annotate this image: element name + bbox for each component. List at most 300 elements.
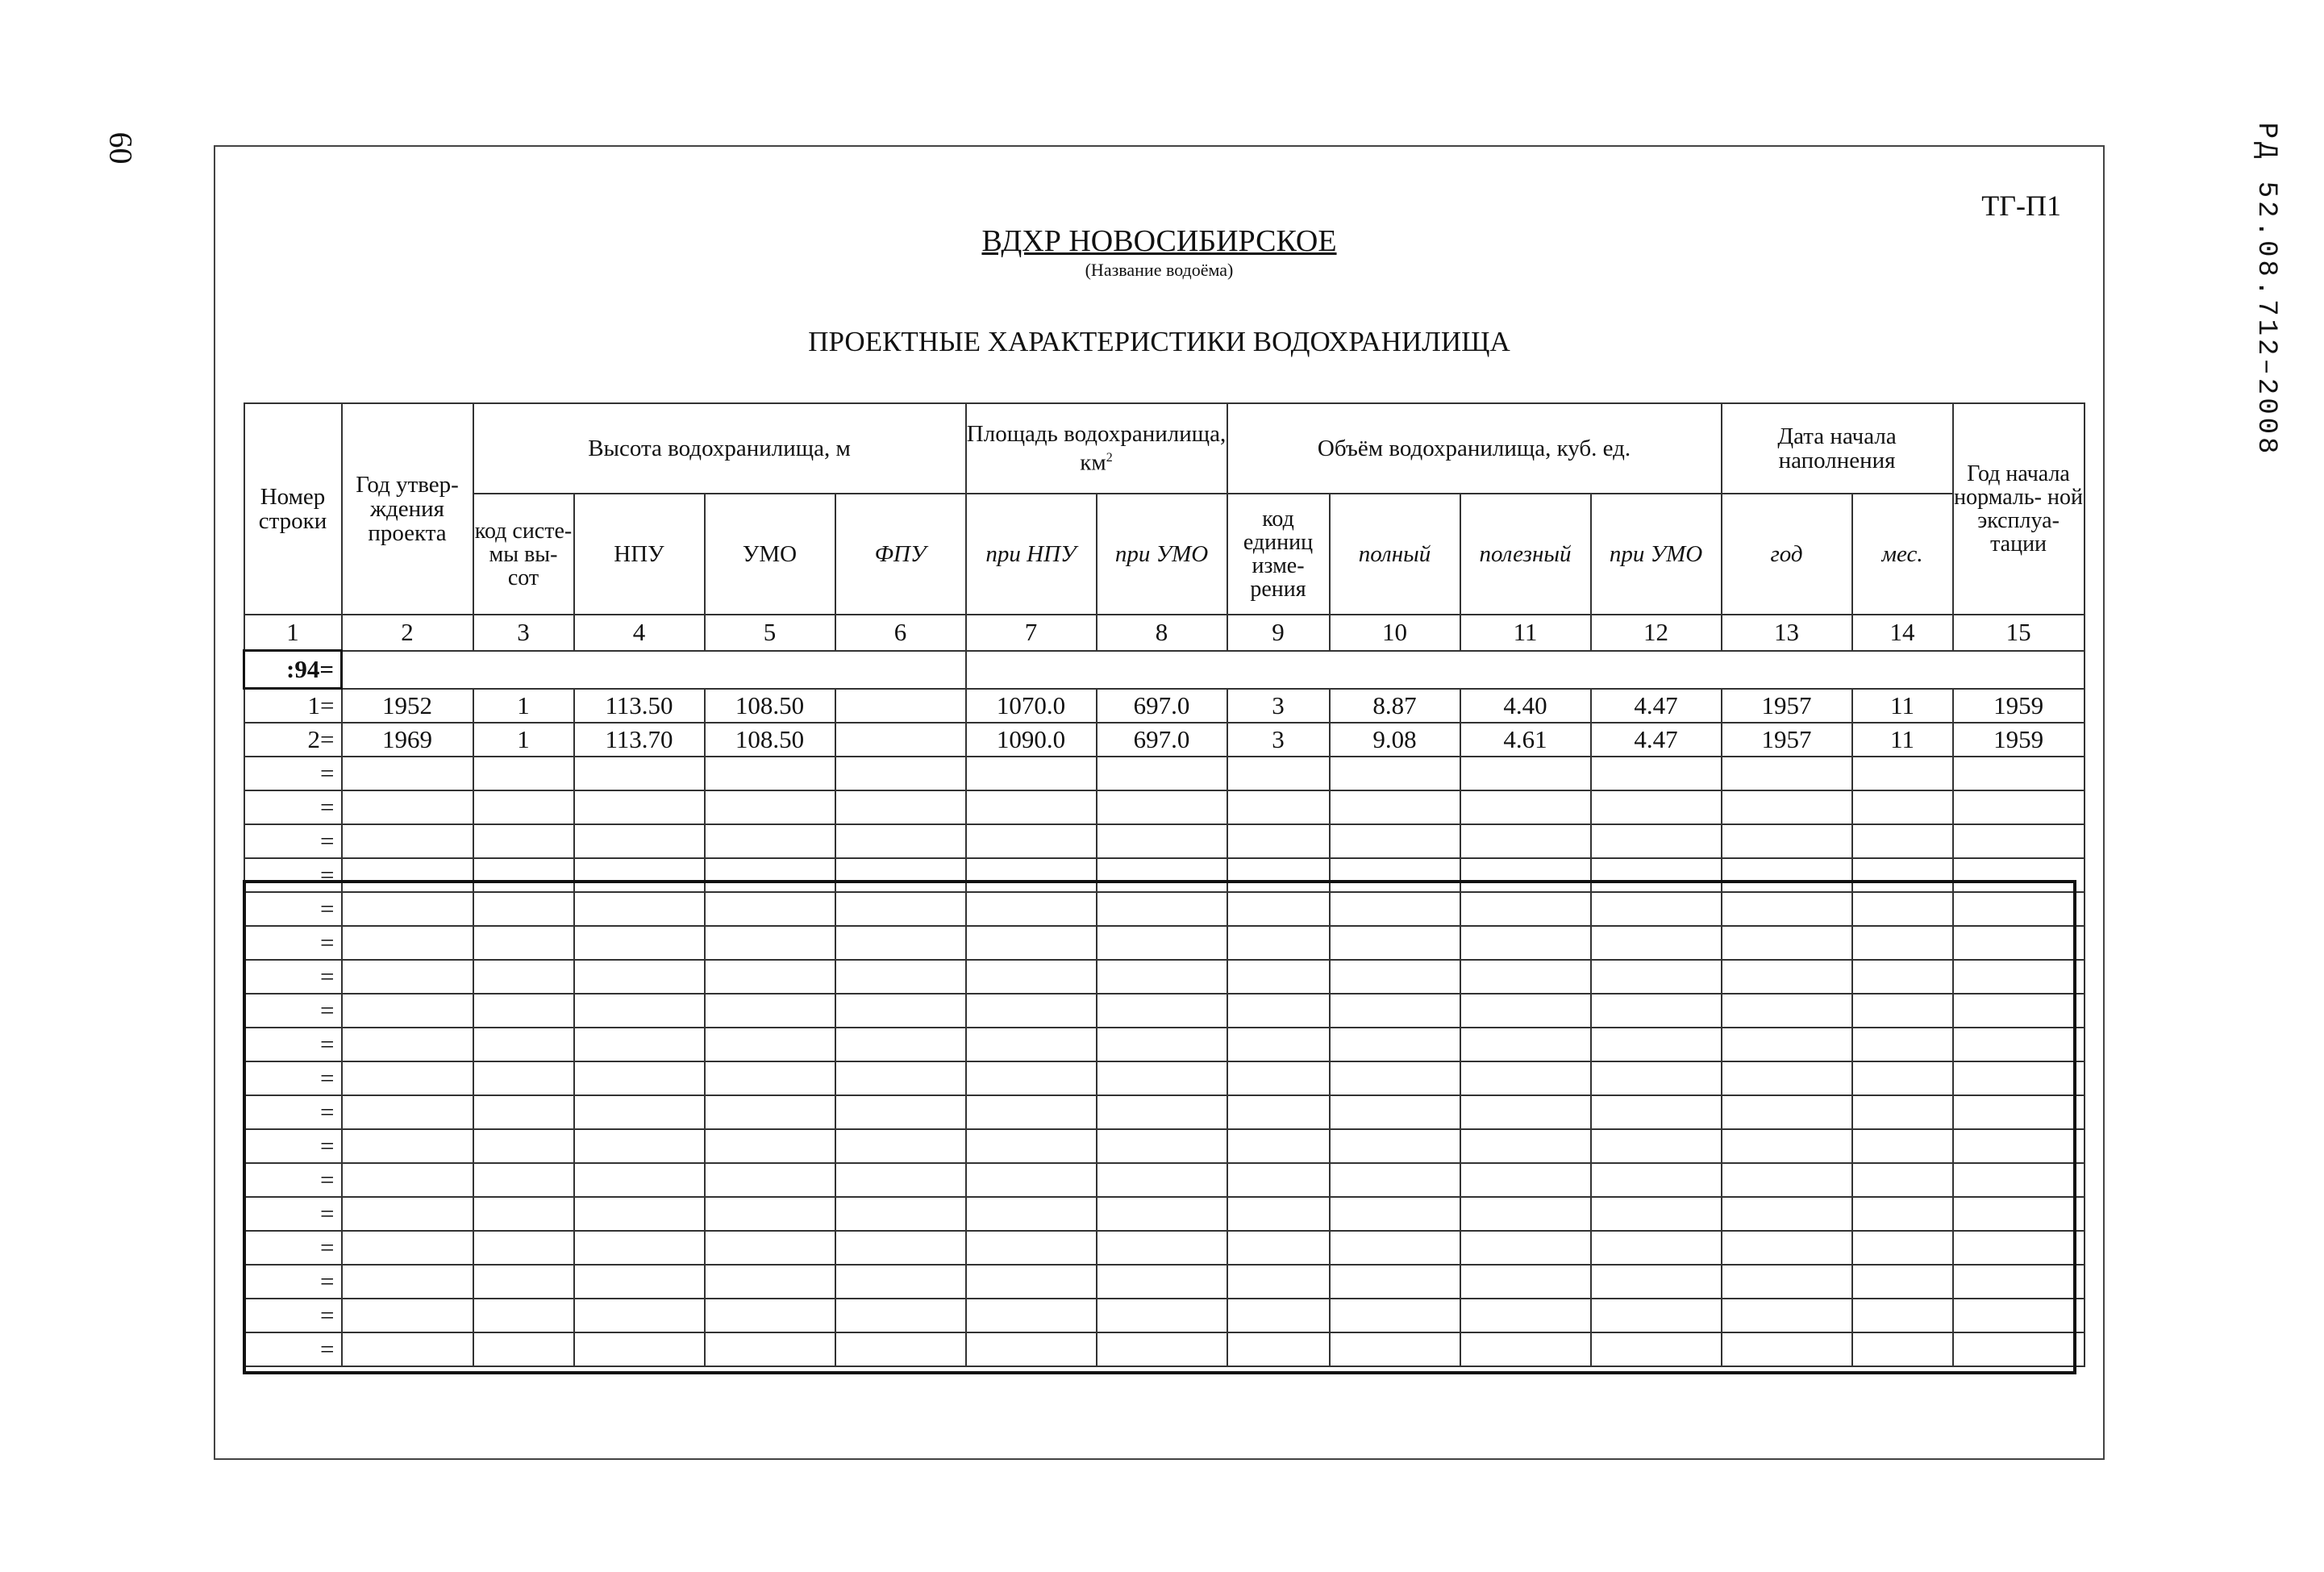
table-cell (1722, 892, 1852, 926)
table-cell (1460, 994, 1591, 1028)
table-cell (574, 1332, 705, 1366)
table-cell (342, 960, 473, 994)
table-cell (1953, 1129, 2085, 1163)
table-cell (574, 1163, 705, 1197)
row-number-cell: = (244, 960, 342, 994)
column-number: 3 (473, 615, 574, 651)
header-area-group (966, 403, 1227, 494)
table-cell (342, 757, 473, 790)
header-fpu: ФПУ (835, 494, 966, 615)
header-year-approved: Год утвер- ждения проекта (342, 403, 473, 615)
column-number-row (244, 615, 2085, 651)
table-cell: 113.70 (574, 723, 705, 757)
table-cell (1591, 1332, 1722, 1366)
column-number: 5 (705, 615, 835, 651)
table-cell (1591, 1231, 1722, 1265)
table-cell (1460, 926, 1591, 960)
table-cell (1097, 757, 1227, 790)
table-cell (835, 1061, 966, 1095)
table-cell (1227, 994, 1330, 1028)
table-cell (1852, 1163, 1953, 1197)
table-cell (966, 1197, 1097, 1231)
table-cell: 3 (1227, 723, 1330, 757)
table-cell (473, 994, 574, 1028)
table-cell: 1 (473, 723, 574, 757)
table-cell (966, 1231, 1097, 1265)
table-cell (1591, 1129, 1722, 1163)
table-row (244, 1231, 2085, 1265)
table-cell (1097, 892, 1227, 926)
table-cell (1953, 1332, 2085, 1366)
table-cell (705, 858, 835, 892)
row-number-cell: = (244, 790, 342, 824)
table-cell (342, 1265, 473, 1299)
table-cell (966, 757, 1097, 790)
table-cell (1953, 1231, 2085, 1265)
table-cell (1591, 1028, 1722, 1061)
table-cell (1097, 1095, 1227, 1129)
table-cell (966, 994, 1097, 1028)
table-cell (1330, 1197, 1460, 1231)
header-umo: УМО (705, 494, 835, 615)
table-cell (1460, 1129, 1591, 1163)
table-cell (966, 1028, 1097, 1061)
table-cell: 3 (1227, 689, 1330, 723)
table-cell (835, 960, 966, 994)
table-cell: 1959 (1953, 723, 2085, 757)
header-volume-group: Объём водохранилища, куб. ед. (1227, 403, 1722, 494)
table-cell (835, 1163, 966, 1197)
table-cell (705, 824, 835, 858)
table-cell (1852, 892, 1953, 926)
table-cell (473, 1231, 574, 1265)
row-number-cell: = (244, 892, 342, 926)
table-cell (1330, 1231, 1460, 1265)
column-number: 4 (574, 615, 705, 651)
column-number: 6 (835, 615, 966, 651)
table-cell (1852, 1332, 1953, 1366)
table-cell (966, 1265, 1097, 1299)
table-cell (1330, 1265, 1460, 1299)
table-cell (574, 1028, 705, 1061)
table-cell (1330, 926, 1460, 960)
table-cell (1097, 1163, 1227, 1197)
table-cell (1097, 1332, 1227, 1366)
table-cell (1227, 1265, 1330, 1299)
table-cell (1330, 1061, 1460, 1095)
table-cell (1852, 1095, 1953, 1129)
table-cell (1852, 1299, 1953, 1332)
table-cell (473, 1332, 574, 1366)
row-number-cell: = (244, 1095, 342, 1129)
table-cell (342, 1332, 473, 1366)
table-cell: 1952 (342, 689, 473, 723)
reservoir-caption: (Название водоёма) (1085, 260, 1234, 280)
column-number: 1 (244, 615, 342, 651)
section-label: :94= (244, 651, 342, 689)
table-row (244, 757, 2085, 790)
table-cell (966, 1299, 1097, 1332)
table-cell (1591, 757, 1722, 790)
table-cell (1953, 1265, 2085, 1299)
table-cell (1330, 994, 1460, 1028)
header-unit-code: код единиц изме- рения (1227, 494, 1330, 615)
table-cell (705, 1129, 835, 1163)
table-cell (966, 960, 1097, 994)
table-cell (966, 1095, 1097, 1129)
table-cell (1722, 1231, 1852, 1265)
table-cell (1227, 926, 1330, 960)
table-cell (1330, 858, 1460, 892)
table-cell: 1969 (342, 723, 473, 757)
table-cell (473, 1265, 574, 1299)
table-cell (1953, 824, 2085, 858)
table-cell (1722, 1299, 1852, 1332)
table-cell (1722, 960, 1852, 994)
table-row (244, 824, 2085, 858)
table-cell (1097, 1028, 1227, 1061)
header-area-label: Площадь водохранилища, км (966, 421, 1227, 476)
row-number-cell: = (244, 824, 342, 858)
table-cell (1330, 790, 1460, 824)
table-cell (473, 1095, 574, 1129)
table-cell: 697.0 (1097, 723, 1227, 757)
table-cell (705, 1299, 835, 1332)
column-number: 15 (1953, 615, 2085, 651)
table-cell (473, 1163, 574, 1197)
row-number-cell: = (244, 1197, 342, 1231)
table-cell (473, 1197, 574, 1231)
table-cell (1330, 757, 1460, 790)
table-cell (574, 892, 705, 926)
table-cell (835, 1028, 966, 1061)
table-cell (835, 1129, 966, 1163)
table-cell (1227, 1197, 1330, 1231)
table-cell: 108.50 (705, 723, 835, 757)
table-cell (1227, 1163, 1330, 1197)
table-cell (1097, 926, 1227, 960)
table-cell (1097, 1129, 1227, 1163)
table-row (244, 689, 2085, 723)
table-cell (1591, 790, 1722, 824)
table-cell: 8.87 (1330, 689, 1460, 723)
table-cell (1953, 960, 2085, 994)
table-cell (835, 757, 966, 790)
header-height-group: Высота водохранилища, м (473, 403, 966, 494)
table-cell (1460, 1028, 1591, 1061)
table-cell (1330, 1095, 1460, 1129)
table-cell: 697.0 (1097, 689, 1227, 723)
table-cell (574, 926, 705, 960)
table-cell (1591, 858, 1722, 892)
table-cell (1953, 1028, 2085, 1061)
row-number-cell: = (244, 1231, 342, 1265)
characteristics-table-wrap (243, 402, 2083, 1375)
table-cell (574, 1129, 705, 1163)
header-volume-umo: при УМО (1591, 494, 1722, 615)
table-cell (1460, 1095, 1591, 1129)
table-cell (1722, 757, 1852, 790)
header-fill-year: год (1722, 494, 1852, 615)
table-cell: 108.50 (705, 689, 835, 723)
column-number: 12 (1591, 615, 1722, 651)
table-cell (705, 1265, 835, 1299)
table-cell (1460, 858, 1591, 892)
header-fill-group: Дата начала наполнения (1722, 403, 1953, 494)
row-number-cell: = (244, 1332, 342, 1366)
table-cell (1591, 960, 1722, 994)
section-row (244, 651, 2085, 689)
row-number-cell: = (244, 757, 342, 790)
table-cell (1722, 1129, 1852, 1163)
table-cell: 9.08 (1330, 723, 1460, 757)
table-cell (342, 994, 473, 1028)
table-cell (1227, 1061, 1330, 1095)
table-cell (705, 1197, 835, 1231)
table-cell (1722, 824, 1852, 858)
table-cell (1097, 1299, 1227, 1332)
data-rows (244, 689, 2085, 1367)
table-cell (342, 1095, 473, 1129)
column-number: 10 (1330, 615, 1460, 651)
table-cell (1330, 1028, 1460, 1061)
table-cell (574, 1299, 705, 1332)
table-cell (342, 1061, 473, 1095)
table-row (244, 790, 2085, 824)
table-cell: 11 (1852, 689, 1953, 723)
table-cell (574, 824, 705, 858)
table-cell (1330, 1332, 1460, 1366)
header-row-1 (244, 403, 2085, 494)
table-cell (705, 994, 835, 1028)
table-cell (966, 926, 1097, 960)
table-cell (835, 926, 966, 960)
header-volume-full: полный (1330, 494, 1460, 615)
table-cell (473, 1129, 574, 1163)
row-number-cell: = (244, 994, 342, 1028)
table-cell (1460, 892, 1591, 926)
table-cell (1852, 1265, 1953, 1299)
row-number-cell: = (244, 1163, 342, 1197)
table-cell (342, 1299, 473, 1332)
table-cell: 4.40 (1460, 689, 1591, 723)
table-cell (473, 858, 574, 892)
table-cell (574, 858, 705, 892)
table-cell (1227, 1332, 1330, 1366)
table-cell (1227, 1299, 1330, 1332)
table-cell (1852, 994, 1953, 1028)
table-cell (705, 892, 835, 926)
table-cell (1722, 1061, 1852, 1095)
table-cell (966, 892, 1097, 926)
table-cell (1227, 858, 1330, 892)
table-cell (835, 790, 966, 824)
table-cell (1722, 858, 1852, 892)
table-row (244, 858, 2085, 892)
table-cell (342, 824, 473, 858)
table-cell (1460, 960, 1591, 994)
table-row (244, 960, 2085, 994)
table-cell (705, 926, 835, 960)
table-cell (1852, 1231, 1953, 1265)
table-cell: 1957 (1722, 723, 1852, 757)
table-cell (342, 1028, 473, 1061)
table-cell (705, 1028, 835, 1061)
table-cell (473, 1061, 574, 1095)
table-cell (1097, 824, 1227, 858)
table-cell (1460, 790, 1591, 824)
column-number: 7 (966, 615, 1097, 651)
table-cell (1460, 1197, 1591, 1231)
table-cell (705, 1231, 835, 1265)
table-cell (1097, 960, 1227, 994)
table-cell (1722, 926, 1852, 960)
table-cell: 4.47 (1591, 689, 1722, 723)
table-cell (473, 1299, 574, 1332)
table-cell (966, 1332, 1097, 1366)
table-cell (966, 858, 1097, 892)
section-cell (342, 651, 966, 689)
table-cell (1953, 994, 2085, 1028)
table-cell (1591, 1061, 1722, 1095)
table-cell (342, 926, 473, 960)
table-row (244, 1028, 2085, 1061)
header-height-code: код систе- мы вы- сот (473, 494, 574, 615)
table-cell (705, 1061, 835, 1095)
table-cell (342, 1197, 473, 1231)
table-cell (705, 1095, 835, 1129)
table-cell (1953, 1163, 2085, 1197)
table-cell (705, 1163, 835, 1197)
table-cell (574, 1197, 705, 1231)
title-block (215, 223, 2103, 281)
table-cell (835, 994, 966, 1028)
table-cell (342, 1163, 473, 1197)
table-cell (574, 757, 705, 790)
table-cell (1591, 824, 1722, 858)
table-cell (1097, 1061, 1227, 1095)
table-cell (1953, 1061, 2085, 1095)
table-cell (473, 824, 574, 858)
table-cell (1227, 824, 1330, 858)
table-cell (835, 1197, 966, 1231)
table-cell (473, 892, 574, 926)
table-cell (1591, 926, 1722, 960)
table-cell (1227, 960, 1330, 994)
table-cell (835, 723, 966, 757)
table-cell: 113.50 (574, 689, 705, 723)
table-cell (1330, 1129, 1460, 1163)
table-cell (1097, 858, 1227, 892)
section-cell (966, 651, 2085, 689)
table-cell (705, 790, 835, 824)
table-cell (1722, 790, 1852, 824)
table-cell (1227, 790, 1330, 824)
column-number: 2 (342, 615, 473, 651)
reservoir-name: ВДХР НОВОСИБИРСКОЕ (981, 224, 1337, 258)
table-cell (1591, 994, 1722, 1028)
table-cell (1460, 1061, 1591, 1095)
row-number-cell: = (244, 1028, 342, 1061)
table-cell (1097, 994, 1227, 1028)
table-cell (1722, 1028, 1852, 1061)
table-cell (1460, 1265, 1591, 1299)
header-row-2 (244, 494, 2085, 615)
table-cell: 1070.0 (966, 689, 1097, 723)
table-cell (1097, 790, 1227, 824)
header-area-npu: при НПУ (966, 494, 1097, 615)
table-cell (1852, 757, 1953, 790)
table-cell (1330, 892, 1460, 926)
table-cell (1591, 1299, 1722, 1332)
table-cell (1330, 824, 1460, 858)
table-row (244, 1197, 2085, 1231)
table-cell (1097, 1265, 1227, 1299)
table-cell (1591, 1163, 1722, 1197)
table-cell: 11 (1852, 723, 1953, 757)
table-cell (342, 892, 473, 926)
table-cell (1330, 1163, 1460, 1197)
form-code: ТГ-П1 (1981, 190, 2061, 222)
table-cell (473, 757, 574, 790)
table-cell (835, 1231, 966, 1265)
table-cell (705, 960, 835, 994)
table-cell (966, 790, 1097, 824)
table-row (244, 994, 2085, 1028)
table-cell (1330, 1299, 1460, 1332)
table-cell (1097, 1197, 1227, 1231)
row-number-cell: = (244, 858, 342, 892)
table-cell (1460, 1163, 1591, 1197)
table-cell (1722, 1332, 1852, 1366)
table-cell (1591, 1197, 1722, 1231)
table-cell (966, 824, 1097, 858)
row-number-cell: = (244, 1129, 342, 1163)
table-cell (835, 1265, 966, 1299)
table-cell (1722, 994, 1852, 1028)
table-cell (574, 1061, 705, 1095)
table-cell (1852, 926, 1953, 960)
table-row (244, 1265, 2085, 1299)
table-cell (1460, 1332, 1591, 1366)
form-heading: ПРОЕКТНЫЕ ХАРАКТЕРИСТИКИ ВОДОХРАНИЛИЩА (808, 326, 1510, 357)
table-cell (1852, 858, 1953, 892)
row-number-cell: 1= (244, 689, 342, 723)
table-cell (1330, 960, 1460, 994)
table-cell: 4.47 (1591, 723, 1722, 757)
header-volume-useful: полезный (1460, 494, 1591, 615)
page-number: 60 (102, 131, 140, 165)
table-cell: 1957 (1722, 689, 1852, 723)
table-cell (1852, 960, 1953, 994)
document-code: РД 52.08.712–2008 (2251, 122, 2281, 457)
table-cell (342, 790, 473, 824)
table-cell (835, 824, 966, 858)
table-cell (342, 1231, 473, 1265)
table-cell (966, 1129, 1097, 1163)
table-cell (1722, 1197, 1852, 1231)
table-cell (1953, 790, 2085, 824)
table-cell (574, 790, 705, 824)
table-cell (1227, 1095, 1330, 1129)
table-cell (1227, 892, 1330, 926)
table-cell (1852, 824, 1953, 858)
table-row (244, 1299, 2085, 1332)
table-cell (473, 926, 574, 960)
table-cell (1852, 1028, 1953, 1061)
table-cell (1722, 1163, 1852, 1197)
table-cell (1953, 1299, 2085, 1332)
